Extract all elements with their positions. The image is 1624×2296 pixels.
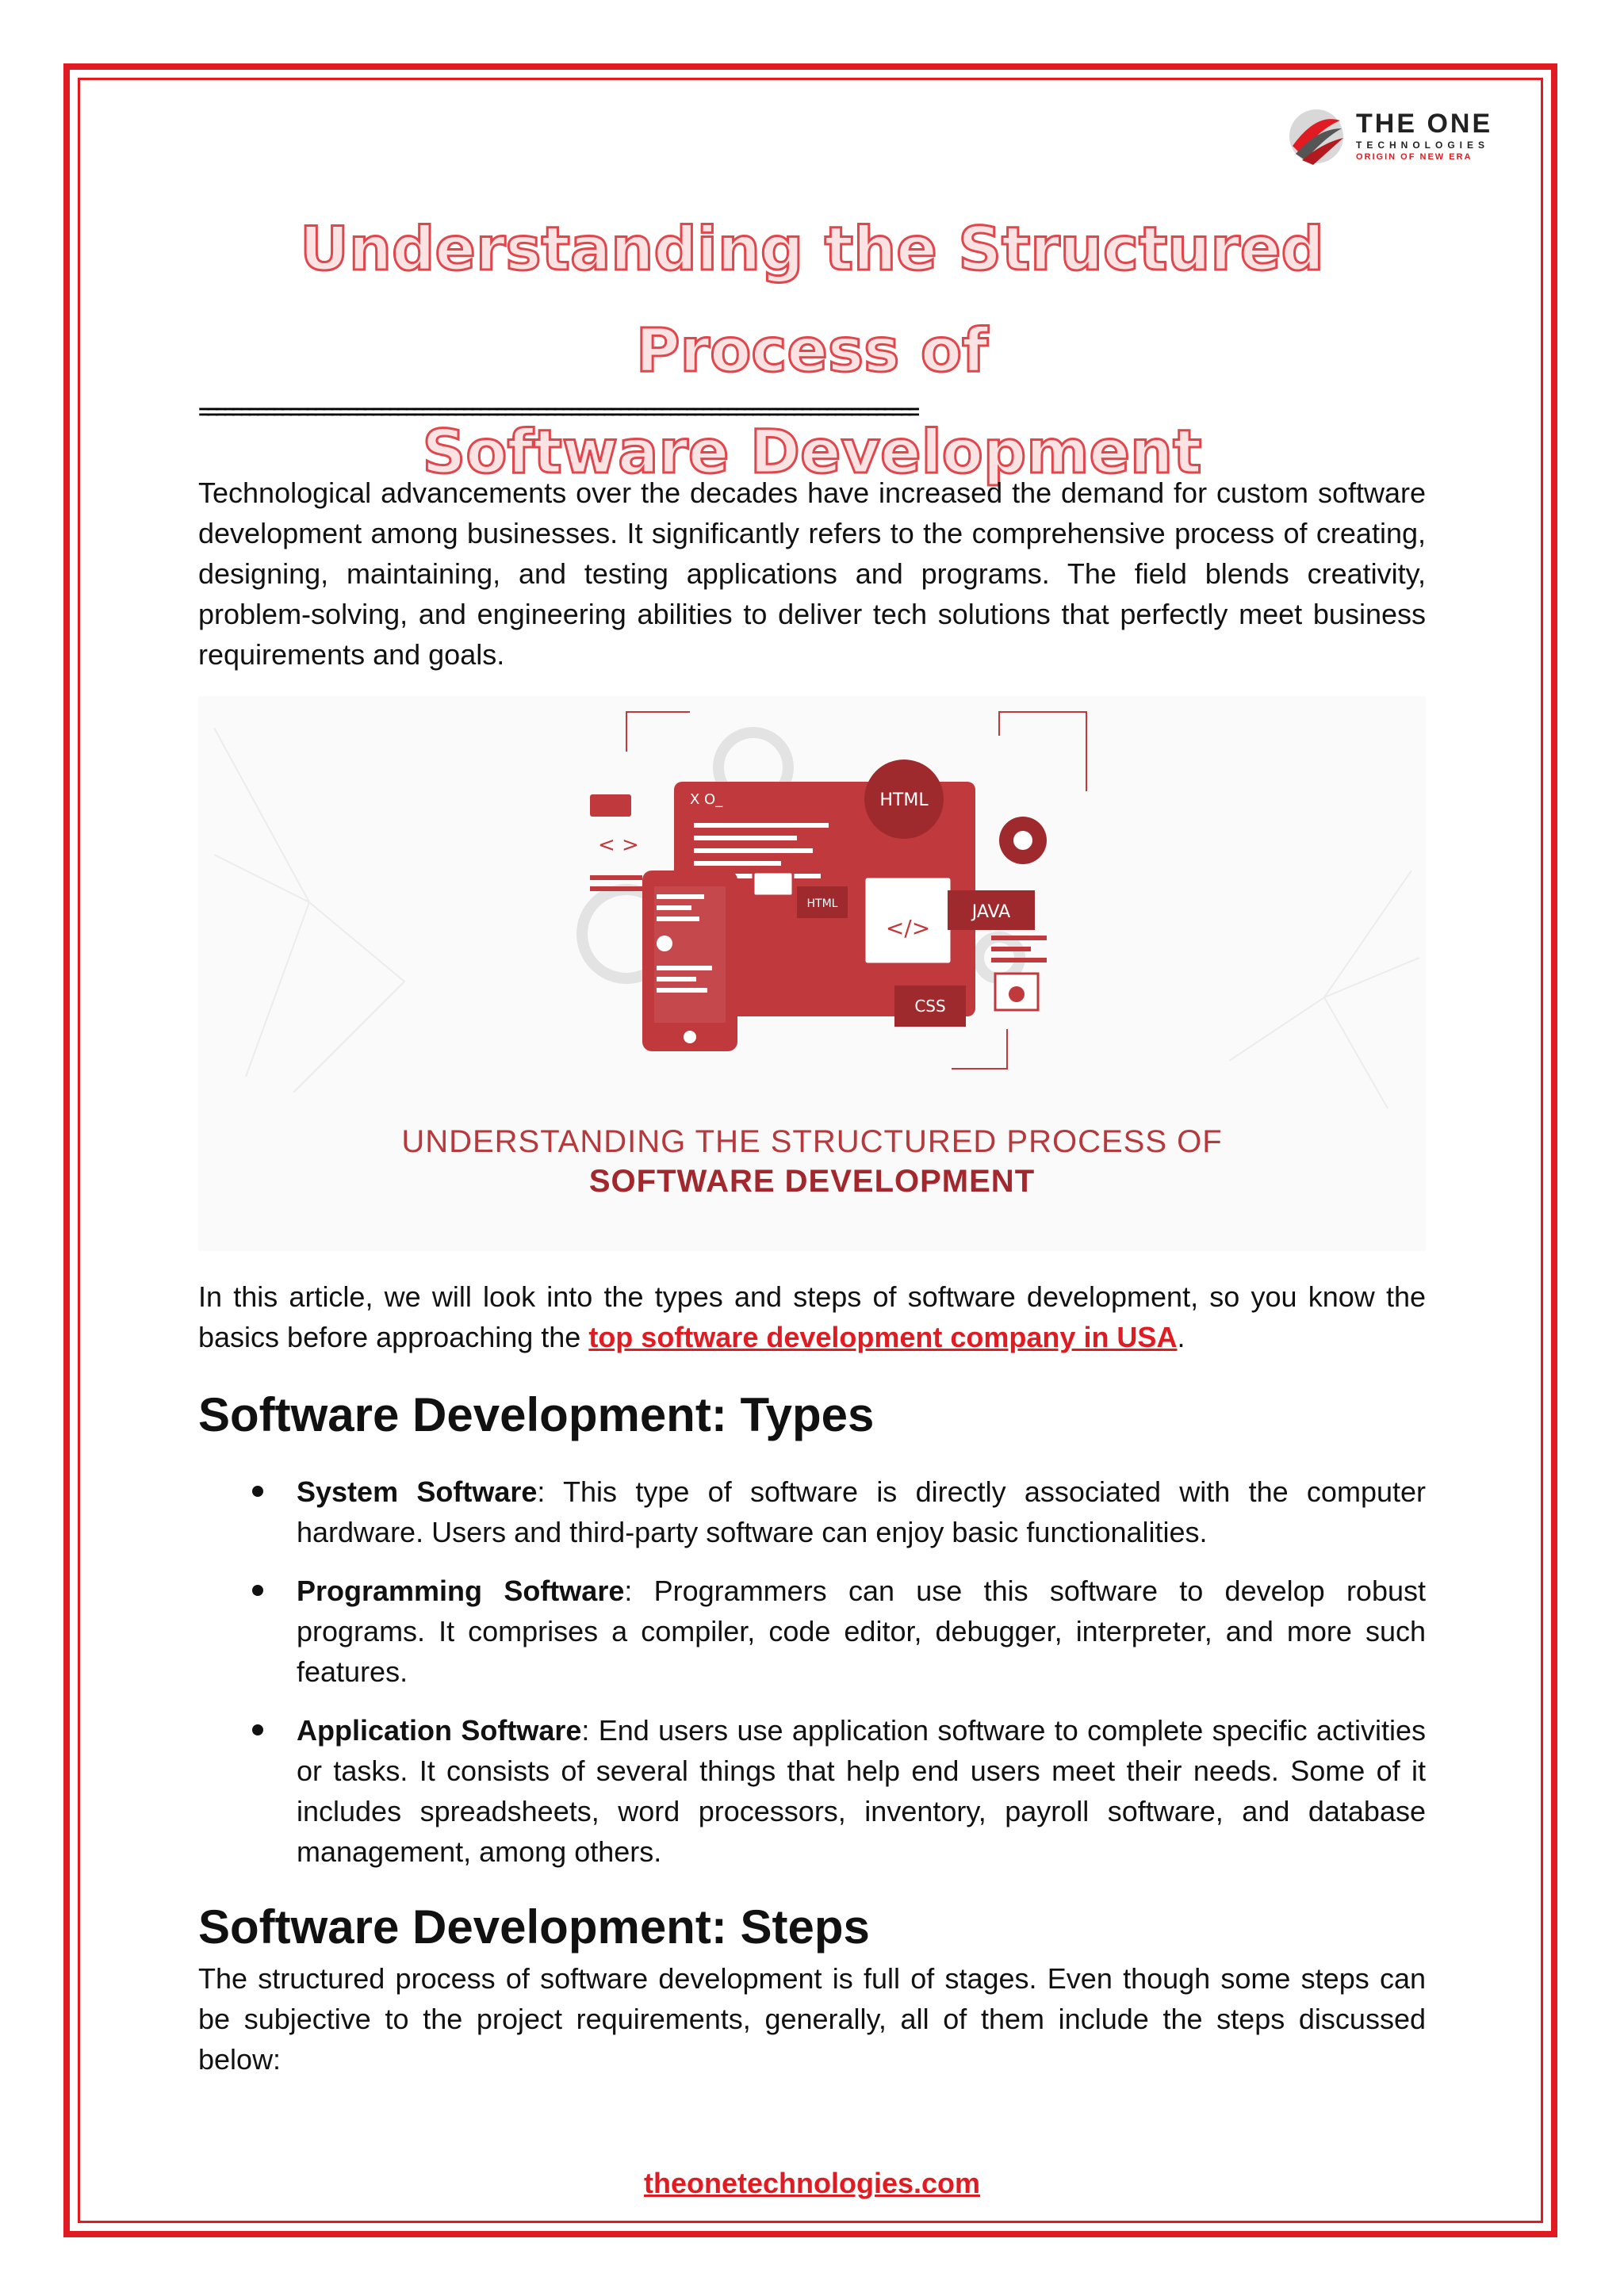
- logo-name: THE ONE: [1356, 109, 1493, 139]
- title-separator: =======================================================================================: [198, 401, 917, 425]
- code-panel-icon: </>: [885, 915, 931, 941]
- type-term: Programming Software: [297, 1575, 625, 1607]
- type-description: : Programmers can use this software to develop robust programs. It comprises a compiler, code editor, debugger, interpreter, and more such features.: [297, 1575, 1426, 1688]
- logo-subtitle: TECHNOLOGIES: [1356, 140, 1490, 151]
- bullet-icon: [252, 1585, 263, 1596]
- company-link[interactable]: top software development company in USA: [588, 1321, 1178, 1353]
- window-controls-icon: X O_: [690, 791, 723, 808]
- steps-heading: Software Development: Steps: [198, 1900, 870, 1954]
- type-description: : End users use application software to complete specific activities or tasks. It consists of several things that help end users meet their needs. Some of it includes spreadsheets, word processors, inventory, payroll software, and database management, among others.: [297, 1714, 1427, 1868]
- logo-swirl-icon: [1285, 105, 1348, 168]
- page-title-line-1: Understanding the Structured Process of: [300, 213, 1324, 385]
- article-intro-text: In this article, we will look into the types and steps of software development, so you know the basics before approaching the: [198, 1280, 1426, 1353]
- types-heading: Software Development: Types: [198, 1388, 875, 1441]
- page-title: [159, 198, 1465, 503]
- type-term: System Software: [297, 1475, 538, 1508]
- type-description: : This type of software is directly associated with the computer hardware. Users and third-party software can enjoy basic functionalities.: [297, 1475, 1427, 1548]
- types-list: [198, 1471, 1426, 1890]
- list-item: [198, 1471, 1426, 1552]
- article-intro-end: .: [1177, 1321, 1185, 1353]
- code-brackets-icon: < >: [598, 833, 639, 857]
- hero-illustration-graphic: [198, 696, 1426, 1108]
- css-badge: CSS: [914, 997, 946, 1016]
- article-intro-paragraph: [198, 1276, 1426, 1357]
- list-item: [198, 1571, 1426, 1692]
- footer-website-link[interactable]: theonetechnologies.com: [643, 2167, 981, 2199]
- intro-paragraph: Technological advancements over the decades have increased the demand for custom software development among businesses. It significantly refers to the comprehensive process of creating, designing, maintaining, and testing applications and programs. The field blends creativity, problem-solving, and engineering abilities to deliver tech solutions that perfectly meet business requirements and goals.: [198, 476, 1426, 671]
- list-item: [198, 1710, 1426, 1872]
- hero-caption-line-1: UNDERSTANDING THE STRUCTURED PROCESS OF: [401, 1124, 1223, 1159]
- steps-intro-paragraph: The structured process of software development is full of stages. Even though some steps can be subjective to the project requirements, generally, all of them include the steps discussed below:: [198, 1962, 1426, 2076]
- bullet-icon: [252, 1724, 263, 1735]
- logo-tagline: ORIGIN OF NEW ERA: [1356, 152, 1473, 162]
- java-badge: JAVA: [971, 902, 1011, 922]
- company-logo[interactable]: [1285, 105, 1530, 168]
- page-title-line-2: Software Development: [422, 416, 1202, 487]
- html-badge-small: HTML: [806, 897, 838, 910]
- html-badge-large: HTML: [879, 790, 929, 810]
- hero-illustration: [198, 696, 1426, 1251]
- type-term: Application Software: [297, 1714, 582, 1747]
- bullet-icon: [252, 1486, 263, 1497]
- hero-caption-line-2: SOFTWARE DEVELOPMENT: [588, 1164, 1036, 1199]
